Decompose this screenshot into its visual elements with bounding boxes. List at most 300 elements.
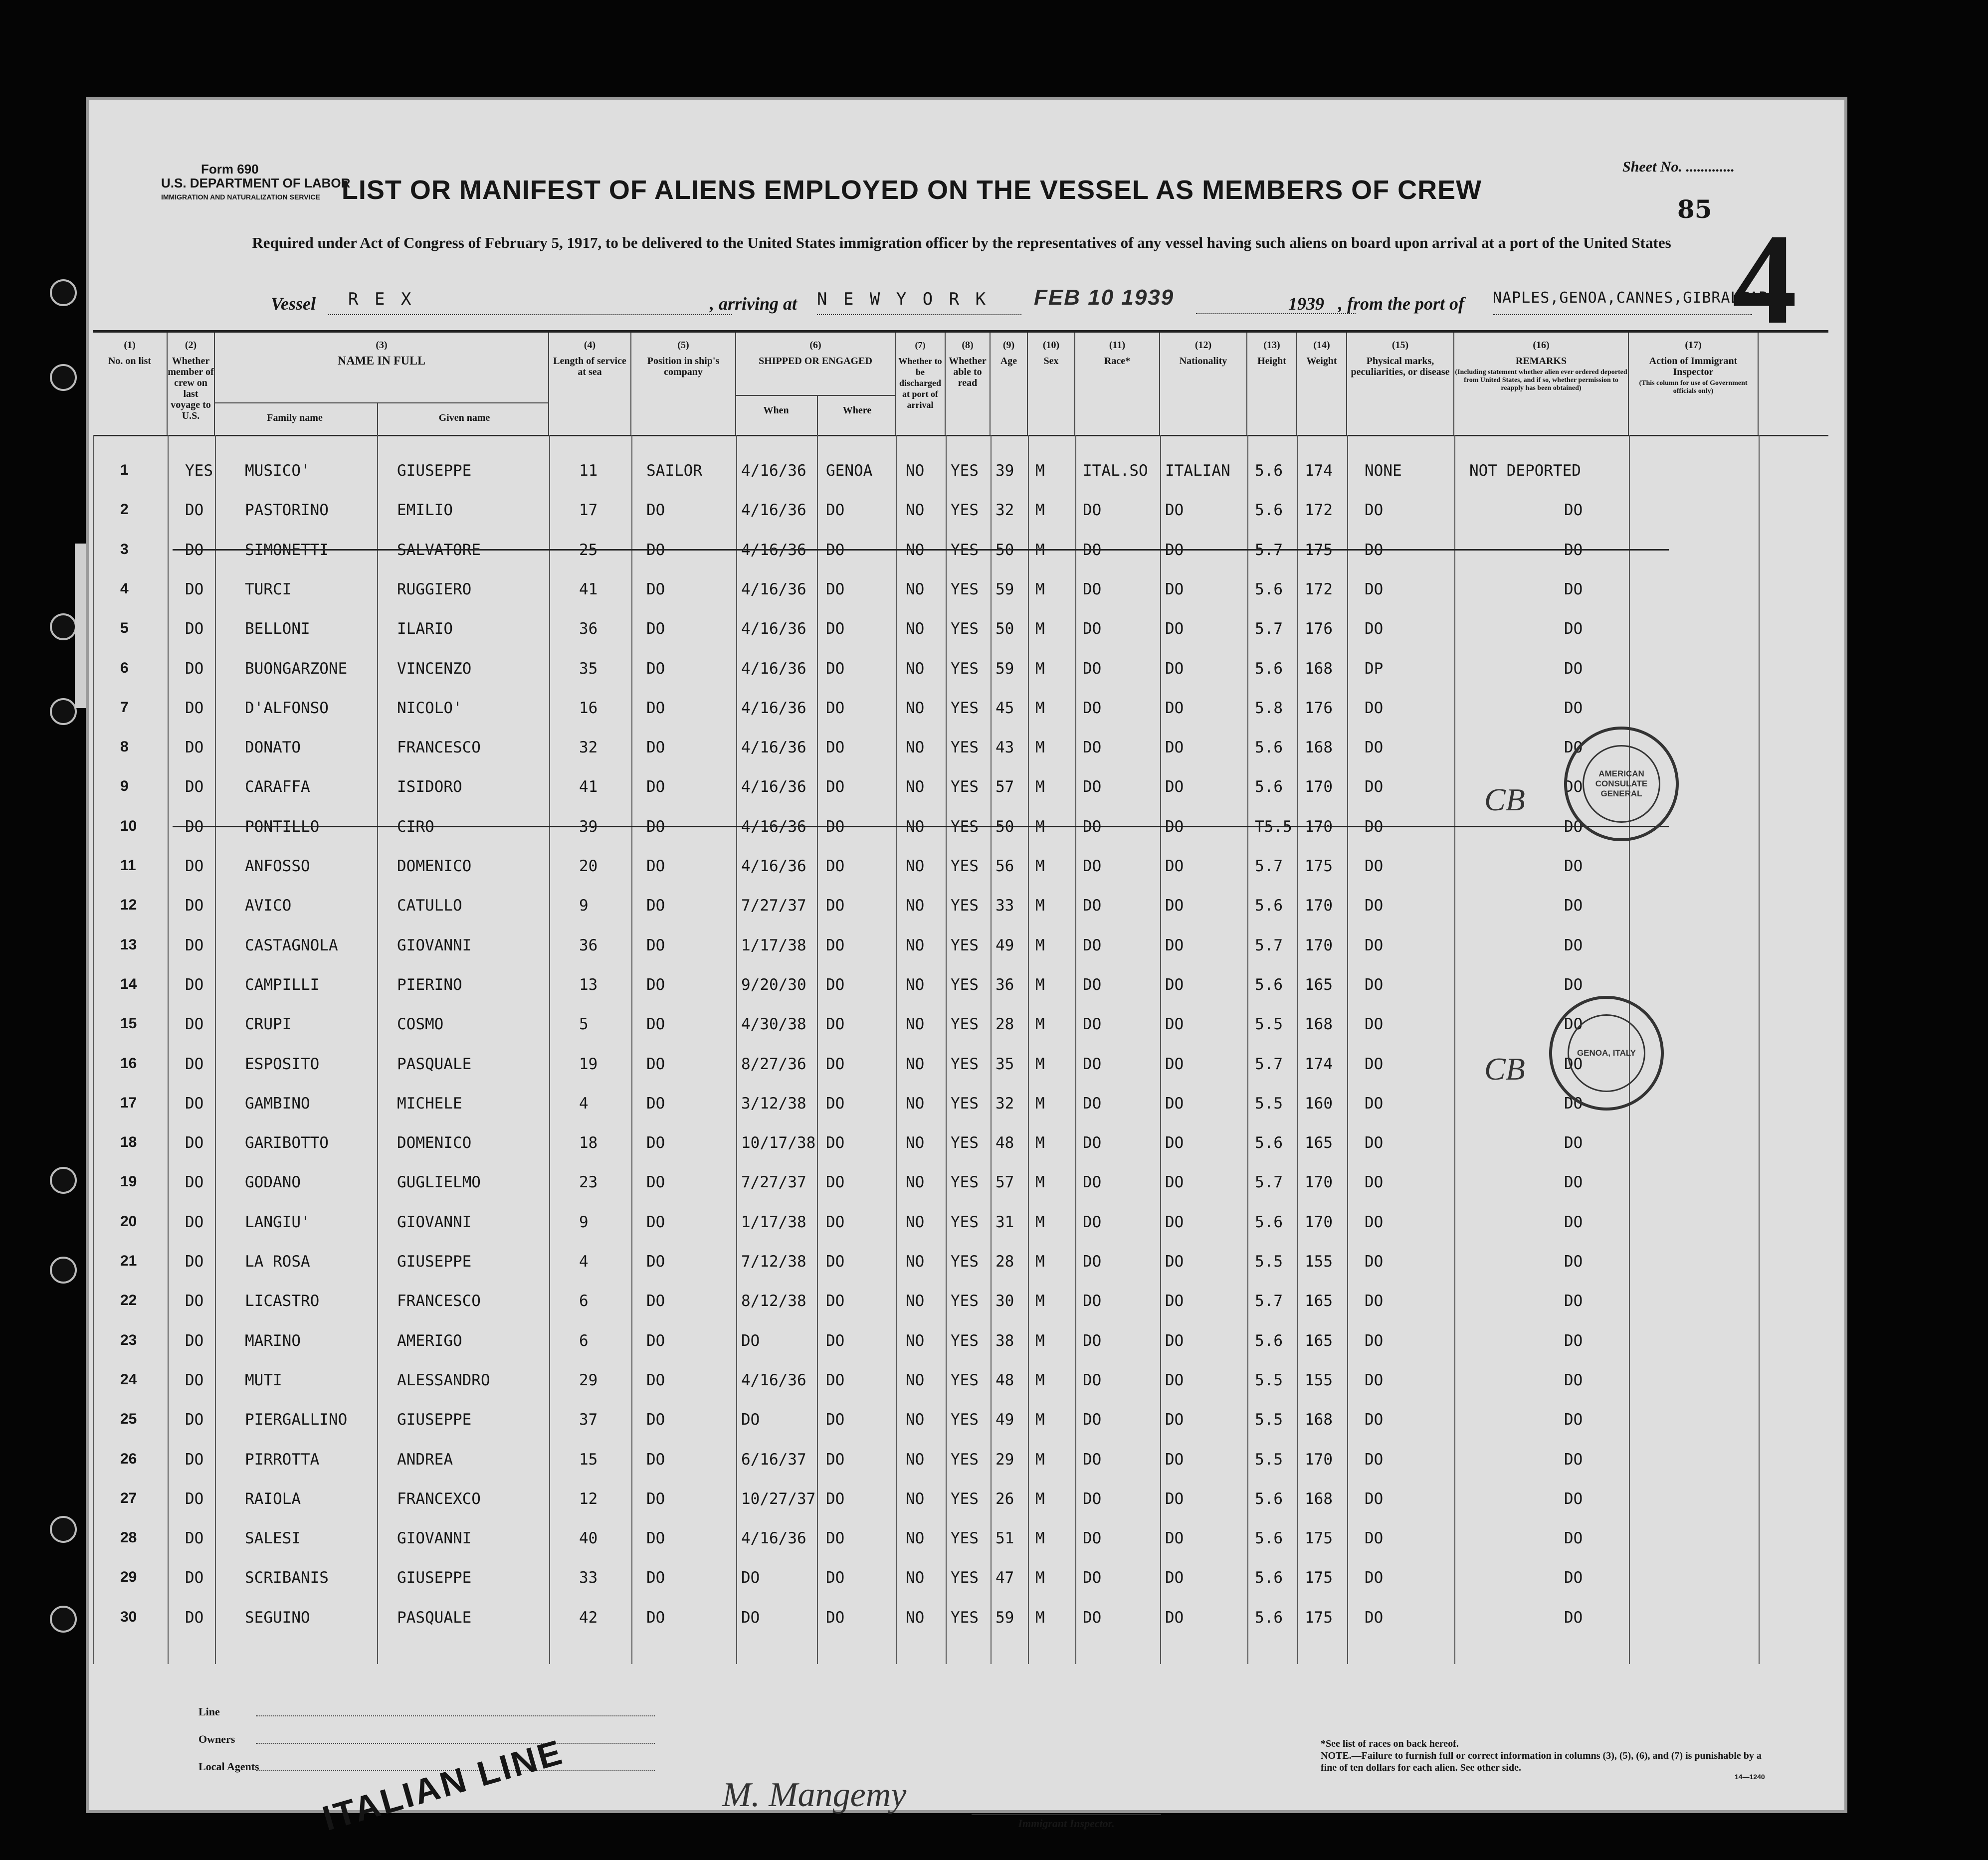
- sex-cell: M: [1035, 897, 1045, 915]
- able-to-read-cell: YES: [951, 1489, 979, 1508]
- shipped-where-cell: DO: [826, 580, 845, 598]
- position-cell: DO: [646, 817, 665, 836]
- family-name-cell: DONATO: [245, 739, 301, 757]
- binder-hole: [50, 1167, 77, 1194]
- race-cell: DO: [1083, 580, 1102, 598]
- line-label: Line: [199, 1705, 220, 1718]
- family-name-cell: PIERGALLINO: [245, 1411, 348, 1429]
- weight-cell: 168: [1305, 1015, 1333, 1034]
- remarks-cell: DO: [1564, 1489, 1583, 1508]
- family-name-cell: PIRROTTA: [245, 1450, 320, 1469]
- row-number-cell: 12: [120, 897, 137, 914]
- remarks-cell: DO: [1564, 975, 1583, 994]
- given-name-cell: PASQUALE: [397, 1055, 472, 1073]
- previous-voyage-cell: DO: [185, 580, 204, 598]
- service-length-cell: 29: [579, 1371, 598, 1389]
- race-cell: DO: [1083, 501, 1102, 520]
- shipped-when-cell: 4/16/36: [741, 462, 806, 480]
- physical-marks-cell: DO: [1365, 1094, 1384, 1113]
- physical-marks-cell: DO: [1365, 580, 1384, 598]
- able-to-read-cell: YES: [951, 1134, 979, 1152]
- discharged-cell: NO: [906, 580, 925, 598]
- weight-cell: 170: [1305, 817, 1333, 836]
- shipped-when-cell: DO: [741, 1608, 760, 1627]
- nationality-cell: DO: [1165, 936, 1184, 954]
- age-cell: 28: [995, 1015, 1014, 1034]
- remarks-cell: DO: [1564, 936, 1583, 954]
- weight-cell: 175: [1305, 1608, 1333, 1627]
- weight-cell: 155: [1305, 1371, 1333, 1389]
- able-to-read-cell: YES: [951, 580, 979, 598]
- shipped-when-cell: DO: [741, 1569, 760, 1587]
- physical-marks-cell: DO: [1365, 699, 1384, 717]
- sex-cell: M: [1035, 1213, 1045, 1231]
- family-name-cell: ESPOSITO: [245, 1055, 320, 1073]
- previous-voyage-cell: DO: [185, 699, 204, 717]
- race-cell: DO: [1083, 1450, 1102, 1469]
- sex-cell: M: [1035, 1253, 1045, 1271]
- remarks-cell: DO: [1564, 1094, 1583, 1113]
- race-cell: DO: [1083, 1094, 1102, 1113]
- footer-notes: [1321, 1738, 1770, 1774]
- age-cell: 48: [995, 1134, 1014, 1152]
- position-cell: DO: [646, 659, 665, 678]
- remarks-cell: DO: [1564, 580, 1583, 598]
- position-cell: DO: [646, 1529, 665, 1548]
- shipped-where-cell: DO: [826, 1015, 845, 1034]
- given-name-cell: GIUSEPPE: [397, 1569, 472, 1587]
- nationality-cell: DO: [1165, 1411, 1184, 1429]
- weight-cell: 170: [1305, 936, 1333, 954]
- position-cell: DO: [646, 975, 665, 994]
- table-row: [93, 568, 1828, 608]
- age-cell: 26: [995, 1489, 1014, 1508]
- race-cell: DO: [1083, 1489, 1102, 1508]
- service-length-cell: 19: [579, 1055, 598, 1073]
- service-length-cell: 41: [579, 580, 598, 598]
- family-name-cell: AVICO: [245, 897, 292, 915]
- shipped-where-cell: DO: [826, 1213, 845, 1231]
- binder-hole: [50, 1516, 77, 1543]
- height-cell: 5.7: [1255, 1055, 1283, 1073]
- given-name-cell: RUGGIERO: [397, 580, 472, 598]
- row-number-cell: 15: [120, 1015, 137, 1032]
- given-name-cell: ALESSANDRO: [397, 1371, 490, 1389]
- weight-cell: 165: [1305, 1331, 1333, 1350]
- shipped-where-cell: DO: [826, 1489, 845, 1508]
- inspector-signature: M. Mangemy: [722, 1776, 907, 1814]
- race-cell: ITAL.SO: [1083, 462, 1148, 480]
- row-number-cell: 18: [120, 1134, 137, 1151]
- height-cell: 5.6: [1255, 739, 1283, 757]
- physical-marks-cell: DO: [1365, 1489, 1384, 1508]
- race-cell: DO: [1083, 1253, 1102, 1271]
- able-to-read-cell: YES: [951, 1094, 979, 1113]
- able-to-read-cell: YES: [951, 857, 979, 875]
- table-row: [93, 1280, 1828, 1319]
- nationality-cell: DO: [1165, 1055, 1184, 1073]
- sex-cell: M: [1035, 1055, 1045, 1073]
- binder-hole: [50, 613, 77, 640]
- given-name-cell: EMILIO: [397, 501, 453, 520]
- height-cell: 5.6: [1255, 897, 1283, 915]
- race-cell: DO: [1083, 936, 1102, 954]
- nationality-cell: DO: [1165, 1292, 1184, 1310]
- discharged-cell: NO: [906, 620, 925, 638]
- weight-cell: 172: [1305, 501, 1333, 520]
- remarks-cell: DO: [1564, 1411, 1583, 1429]
- table-row: [93, 1161, 1828, 1201]
- remarks-cell: DO: [1564, 541, 1583, 559]
- service-length-cell: 36: [579, 620, 598, 638]
- height-cell: 5.5: [1255, 1015, 1283, 1034]
- table-row: [93, 727, 1828, 766]
- shipped-when-cell: 4/16/36: [741, 541, 806, 559]
- remarks-cell: DO: [1564, 1371, 1583, 1389]
- inspector-initials: CB: [1484, 1051, 1525, 1087]
- year: 1939: [1288, 294, 1324, 314]
- table-row: [93, 1597, 1828, 1636]
- physical-marks-cell: DO: [1365, 1608, 1384, 1627]
- able-to-read-cell: YES: [951, 1608, 979, 1627]
- previous-voyage-cell: DO: [185, 1134, 204, 1152]
- height-cell: 5.6: [1255, 1331, 1283, 1350]
- service-length-cell: 36: [579, 936, 598, 954]
- service-length-cell: 15: [579, 1450, 598, 1469]
- remarks-cell: DO: [1564, 857, 1583, 875]
- physical-marks-cell: NONE: [1365, 462, 1402, 480]
- height-cell: 5.7: [1255, 936, 1283, 954]
- given-name-cell: GIOVANNI: [397, 1529, 472, 1548]
- sex-cell: M: [1035, 1094, 1045, 1113]
- able-to-read-cell: YES: [951, 1450, 979, 1469]
- given-name-cell: GIOVANNI: [397, 936, 472, 954]
- sex-cell: M: [1035, 1489, 1045, 1508]
- remarks-cell: DO: [1564, 1529, 1583, 1548]
- weight-cell: 176: [1305, 699, 1333, 717]
- italian-line-stamp: ITALIAN LINE: [318, 1732, 568, 1838]
- able-to-read-cell: YES: [951, 1331, 979, 1350]
- shipped-where-cell: DO: [826, 659, 845, 678]
- able-to-read-cell: YES: [951, 975, 979, 994]
- sex-cell: M: [1035, 817, 1045, 836]
- height-cell: 5.5: [1255, 1094, 1283, 1113]
- nationality-cell: DO: [1165, 1371, 1184, 1389]
- sex-cell: M: [1035, 778, 1045, 796]
- shipped-where-cell: DO: [826, 975, 845, 994]
- remarks-cell: DO: [1564, 1450, 1583, 1469]
- position-cell: DO: [646, 1489, 665, 1508]
- race-cell: DO: [1083, 1055, 1102, 1073]
- service-length-cell: 35: [579, 659, 598, 678]
- sex-cell: M: [1035, 739, 1045, 757]
- shipped-where-cell: DO: [826, 1292, 845, 1310]
- able-to-read-cell: YES: [951, 1371, 979, 1389]
- able-to-read-cell: YES: [951, 1213, 979, 1231]
- shipped-when-cell: DO: [741, 1331, 760, 1350]
- sex-cell: M: [1035, 975, 1045, 994]
- shipped-when-cell: 1/17/38: [741, 1213, 806, 1231]
- sex-cell: M: [1035, 936, 1045, 954]
- physical-marks-cell: DO: [1365, 620, 1384, 638]
- given-name-cell: NICOLO': [397, 699, 462, 717]
- able-to-read-cell: YES: [951, 699, 979, 717]
- service-length-cell: 9: [579, 897, 589, 915]
- shipped-where-cell: DO: [826, 1569, 845, 1587]
- family-name-cell: ANFOSSO: [245, 857, 310, 875]
- previous-voyage-cell: DO: [185, 541, 204, 559]
- service-length-cell: 5: [579, 1015, 589, 1034]
- row-number-cell: 8: [120, 739, 129, 755]
- local-agents-label: Local Agents: [199, 1760, 259, 1773]
- weight-cell: 172: [1305, 580, 1333, 598]
- shipped-when-cell: 1/17/38: [741, 936, 806, 954]
- remarks-cell: DO: [1564, 778, 1583, 796]
- position-cell: DO: [646, 778, 665, 796]
- previous-voyage-cell: DO: [185, 1529, 204, 1548]
- previous-voyage-cell: DO: [185, 857, 204, 875]
- previous-voyage-cell: DO: [185, 620, 204, 638]
- header-name: (3) NAME IN FULL Family name Given name: [215, 333, 549, 435]
- service-length-cell: 23: [579, 1173, 598, 1192]
- remarks-cell: DO: [1564, 1569, 1583, 1587]
- physical-marks-cell: DO: [1365, 1173, 1384, 1192]
- shipped-when-cell: 4/16/36: [741, 817, 806, 836]
- height-cell: 5.6: [1255, 778, 1283, 796]
- row-number-cell: 10: [120, 817, 137, 834]
- given-name-cell: CIRO: [397, 817, 434, 836]
- family-name-cell: TURCI: [245, 580, 292, 598]
- remarks-cell: DO: [1564, 897, 1583, 915]
- physical-marks-cell: DO: [1365, 817, 1384, 836]
- given-name-cell: GUGLIELMO: [397, 1173, 481, 1192]
- height-cell: 5.7: [1255, 1173, 1283, 1192]
- discharged-cell: NO: [906, 897, 925, 915]
- table-row: [93, 845, 1828, 885]
- sex-cell: M: [1035, 1569, 1045, 1587]
- table-row: [93, 1517, 1828, 1557]
- shipped-where-cell: DO: [826, 1055, 845, 1073]
- nationality-cell: DO: [1165, 1094, 1184, 1113]
- row-number-cell: 6: [120, 659, 129, 676]
- binder-hole: [50, 279, 77, 306]
- given-name-cell: GIUSEPPE: [397, 1253, 472, 1271]
- race-cell: DO: [1083, 897, 1102, 915]
- age-cell: 28: [995, 1253, 1014, 1271]
- table-row: [93, 1359, 1828, 1399]
- discharged-cell: NO: [906, 857, 925, 875]
- nationality-cell: DO: [1165, 857, 1184, 875]
- strikethrough-line: [173, 826, 1669, 827]
- shipped-when-cell: 7/27/37: [741, 897, 806, 915]
- family-name-cell: CASTAGNOLA: [245, 936, 338, 954]
- sex-cell: M: [1035, 462, 1045, 480]
- race-cell: DO: [1083, 1015, 1102, 1034]
- nationality-cell: DO: [1165, 580, 1184, 598]
- fine-note: NOTE.—Failure to furnish full or correct information in columns (3), (5), (6), and (7) is punishable by a fine of ten dollars for each alien. See other side.: [1321, 1750, 1762, 1773]
- row-number-cell: 9: [120, 778, 129, 795]
- family-name-cell: D'ALFONSO: [245, 699, 329, 717]
- table-row: [93, 489, 1828, 529]
- nationality-cell: DO: [1165, 1134, 1184, 1152]
- row-number-cell: 21: [120, 1253, 137, 1269]
- family-name-cell: PONTILLO: [245, 817, 320, 836]
- given-name-cell: FRANCESCO: [397, 1292, 481, 1310]
- position-cell: DO: [646, 501, 665, 520]
- able-to-read-cell: YES: [951, 897, 979, 915]
- given-name-cell: GIUSEPPE: [397, 1411, 472, 1429]
- header-position: (5) Position in ship's company: [631, 333, 736, 435]
- physical-marks-cell: DO: [1365, 739, 1384, 757]
- height-cell: 5.6: [1255, 1213, 1283, 1231]
- previous-voyage-cell: DO: [185, 1450, 204, 1469]
- form-code: 14—1240: [1735, 1773, 1765, 1781]
- inspector-initials: CB: [1484, 782, 1525, 817]
- row-number-cell: 23: [120, 1331, 137, 1348]
- family-name-cell: BUONGARZONE: [245, 659, 348, 678]
- sex-cell: M: [1035, 620, 1045, 638]
- form-number: Form 690: [201, 162, 259, 177]
- sex-cell: M: [1035, 1292, 1045, 1310]
- discharged-cell: NO: [906, 817, 925, 836]
- height-cell: 5.6: [1255, 1134, 1283, 1152]
- weight-cell: 165: [1305, 1292, 1333, 1310]
- position-cell: DO: [646, 1569, 665, 1587]
- position-cell: DO: [646, 1331, 665, 1350]
- race-cell: DO: [1083, 1134, 1102, 1152]
- given-name-cell: FRANCEXCO: [397, 1489, 481, 1508]
- height-cell: 5.6: [1255, 1529, 1283, 1548]
- race-cell: DO: [1083, 1331, 1102, 1350]
- height-cell: 5.5: [1255, 1411, 1283, 1429]
- nationality-cell: DO: [1165, 1608, 1184, 1627]
- nationality-cell: DO: [1165, 778, 1184, 796]
- header-race: (11) Race*: [1075, 333, 1160, 435]
- family-name-cell: CARAFFA: [245, 778, 310, 796]
- age-cell: 59: [995, 659, 1014, 678]
- sex-cell: M: [1035, 1450, 1045, 1469]
- able-to-read-cell: YES: [951, 1529, 979, 1548]
- sex-cell: M: [1035, 580, 1045, 598]
- shipped-when-cell: 10/17/38: [741, 1134, 816, 1152]
- shipped-where-cell: DO: [826, 897, 845, 915]
- previous-voyage-cell: DO: [185, 739, 204, 757]
- weight-cell: 168: [1305, 1411, 1333, 1429]
- physical-marks-cell: DO: [1365, 1253, 1384, 1271]
- table-row: [93, 1320, 1828, 1359]
- physical-marks-cell: DO: [1365, 936, 1384, 954]
- race-cell: DO: [1083, 1213, 1102, 1231]
- previous-voyage-cell: DO: [185, 1569, 204, 1587]
- discharged-cell: NO: [906, 1371, 925, 1389]
- age-cell: 57: [995, 778, 1014, 796]
- strikethrough-line: [173, 549, 1669, 551]
- shipped-where-cell: DO: [826, 1331, 845, 1350]
- remarks-cell: DO: [1564, 1331, 1583, 1350]
- row-number-cell: 20: [120, 1213, 137, 1230]
- big-sheet-number: 4: [1732, 207, 1797, 351]
- age-cell: 45: [995, 699, 1014, 717]
- discharged-cell: NO: [906, 1213, 925, 1231]
- shipped-when-cell: 4/16/36: [741, 1371, 806, 1389]
- family-name-cell: SCRIBANIS: [245, 1569, 329, 1587]
- able-to-read-cell: YES: [951, 1173, 979, 1192]
- age-cell: 59: [995, 580, 1014, 598]
- row-number-cell: 24: [120, 1371, 137, 1388]
- given-name-cell: DOMENICO: [397, 1134, 472, 1152]
- binder-hole: [50, 698, 77, 725]
- age-cell: 50: [995, 817, 1014, 836]
- height-cell: 5.6: [1255, 659, 1283, 678]
- sex-cell: M: [1035, 1015, 1045, 1034]
- age-cell: 32: [995, 1094, 1014, 1113]
- given-name-cell: COSMO: [397, 1015, 444, 1034]
- position-cell: DO: [646, 1213, 665, 1231]
- position-cell: DO: [646, 620, 665, 638]
- height-cell: 5.6: [1255, 1608, 1283, 1627]
- able-to-read-cell: YES: [951, 1292, 979, 1310]
- shipped-when-cell: 8/12/38: [741, 1292, 806, 1310]
- height-cell: 5.6: [1255, 462, 1283, 480]
- family-name-cell: LICASTRO: [245, 1292, 320, 1310]
- race-cell: DO: [1083, 857, 1102, 875]
- shipped-where-cell: DO: [826, 501, 845, 520]
- family-name-cell: SIMONETTI: [245, 541, 329, 559]
- arrival-date-stamp: FEB 10 1939: [1034, 285, 1175, 310]
- position-cell: DO: [646, 1134, 665, 1152]
- table-row: [93, 1122, 1828, 1161]
- physical-marks-cell: DO: [1365, 857, 1384, 875]
- age-cell: 50: [995, 620, 1014, 638]
- nationality-cell: DO: [1165, 1015, 1184, 1034]
- row-number-cell: 16: [120, 1055, 137, 1072]
- nationality-cell: DO: [1165, 1173, 1184, 1192]
- row-number-cell: 30: [120, 1608, 137, 1625]
- sex-cell: M: [1035, 659, 1045, 678]
- remarks-cell: NOT DEPORTED: [1469, 462, 1581, 480]
- height-cell: 5.6: [1255, 1569, 1283, 1587]
- given-name-cell: ISIDORO: [397, 778, 462, 796]
- weight-cell: 168: [1305, 659, 1333, 678]
- row-number-cell: 26: [120, 1450, 137, 1467]
- service-length-cell: 37: [579, 1411, 598, 1429]
- header-no-label: No. on list: [108, 356, 152, 367]
- race-cell: DO: [1083, 739, 1102, 757]
- discharged-cell: NO: [906, 1569, 925, 1587]
- shipped-where-cell: DO: [826, 1371, 845, 1389]
- age-cell: 51: [995, 1529, 1014, 1548]
- shipped-where-cell: DO: [826, 778, 845, 796]
- age-cell: 49: [995, 936, 1014, 954]
- nationality-cell: DO: [1165, 1489, 1184, 1508]
- table-row: [93, 1399, 1828, 1438]
- shipped-where-cell: DO: [826, 541, 845, 559]
- remarks-cell: DO: [1564, 1292, 1583, 1310]
- nationality-cell: DO: [1165, 897, 1184, 915]
- previous-voyage-cell: DO: [185, 1253, 204, 1271]
- discharged-cell: NO: [906, 1608, 925, 1627]
- header-age: (9) Age: [991, 333, 1028, 435]
- discharged-cell: NO: [906, 541, 925, 559]
- header-read: (8) Whether able to read: [946, 333, 991, 435]
- race-cell: DO: [1083, 1411, 1102, 1429]
- shipped-when-cell: 4/16/36: [741, 699, 806, 717]
- service-length-cell: 13: [579, 975, 598, 994]
- given-name-cell: ILARIO: [397, 620, 453, 638]
- position-cell: DO: [646, 580, 665, 598]
- header-shipped: (6) SHIPPED OR ENGAGED When Where: [736, 333, 896, 435]
- given-name-cell: VINCENZO: [397, 659, 472, 678]
